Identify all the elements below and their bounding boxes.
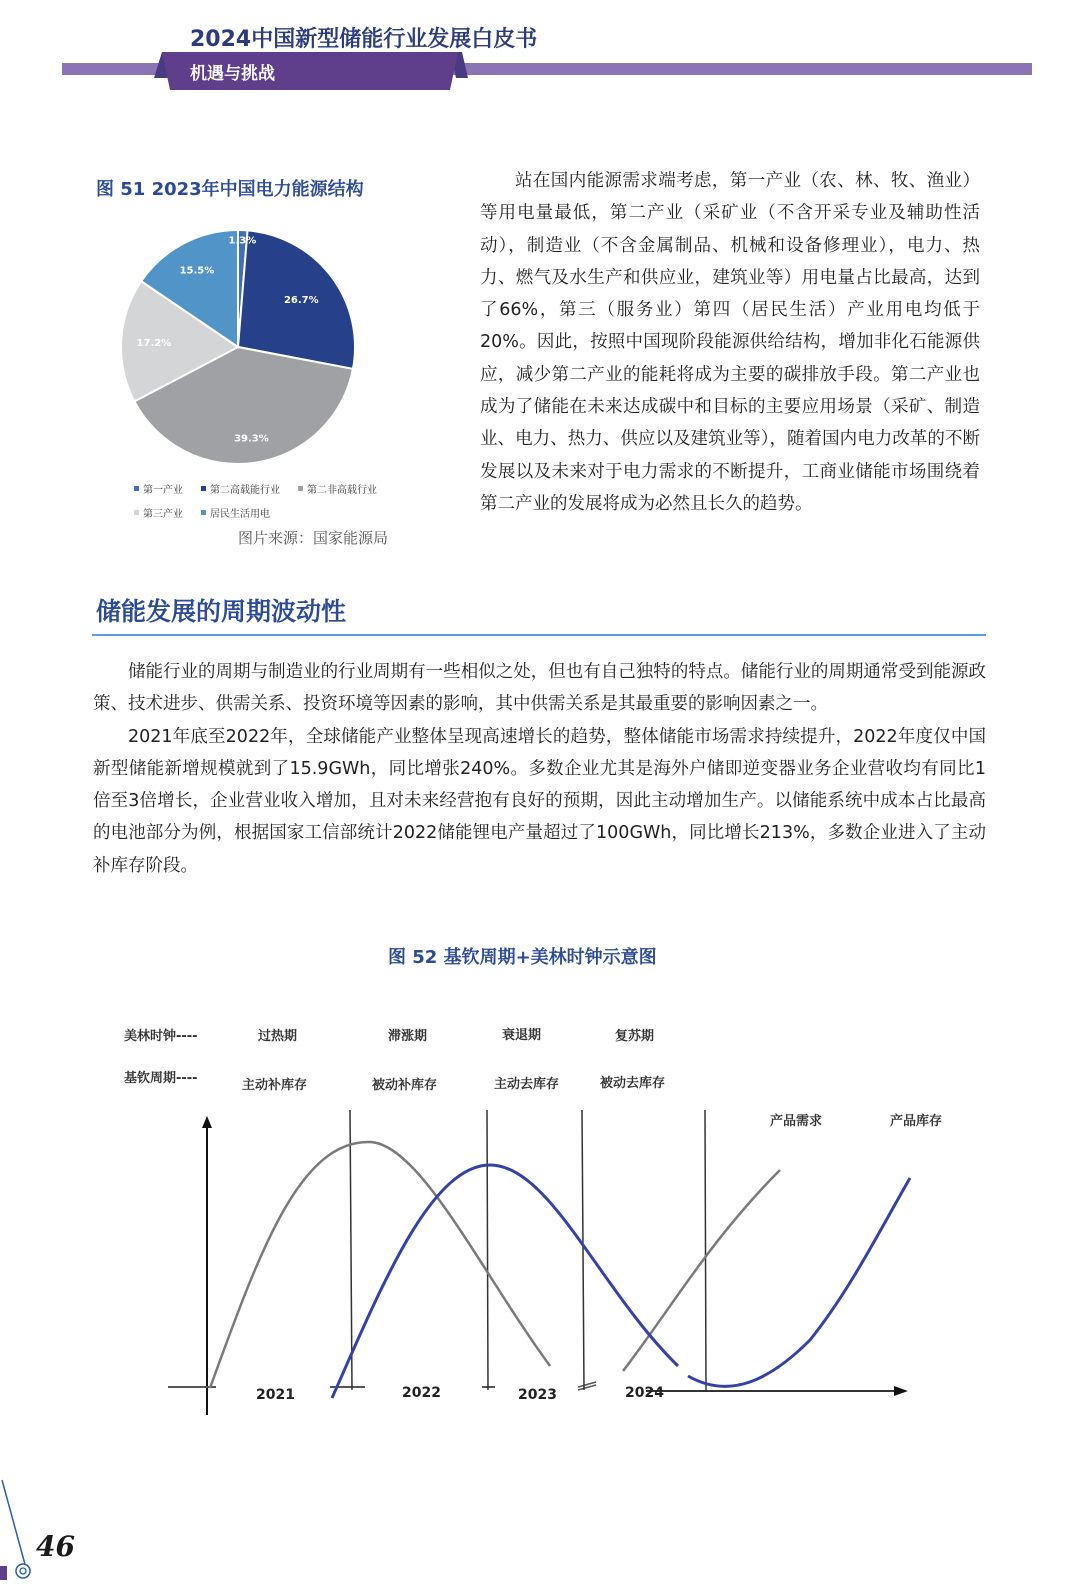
pie-data-label: 39.3%	[234, 433, 269, 445]
row-label-kitchin: 基钦周期----	[124, 1071, 198, 1086]
footer-decoration	[0, 1470, 40, 1586]
legend-item	[298, 481, 377, 496]
figure-51-title: 图 51 2023年中国电力能源结构	[96, 179, 364, 200]
demand-curve-next	[623, 1170, 780, 1371]
section-divider	[92, 634, 986, 636]
phase-kitchin: 主动补库存	[242, 1078, 308, 1093]
paragraph: 站在国内能源需求端考虑，第一产业（农、林、牧、渔业）等用电量最低，第二产业（采矿业（不含开采专业及辅助性活动），制造业（不含金属制品、机械和设备修理业），电力、热力、燃气及水生产和供应业，建筑业等）用电量占比最高，达到了66%，第三（服务业）第四（居民生活）产业用电均低于20%。因此，按照中国现阶段能源供给结构，增加非化石能源供应，减少第二产业的能耗将成为主要的碳排放手段。第二产业也成为了储能在未来达成碳中和目标的主要应用场景（采矿、制造业、电力、热力、供应以及建筑业等），随着国内电力改革的不断发展以及未来对于电力需求的不断提升，工商业储能市场围绕着第二产业的发展将成为必然且长久的趋势。	[480, 171, 980, 514]
row-label-merrill: 美林时钟----	[124, 1029, 198, 1044]
series-label-inventory: 产品库存	[890, 1114, 943, 1129]
year-label: 2023	[518, 1387, 557, 1403]
y-axis-arrow-icon	[202, 1116, 212, 1128]
right-column-text	[480, 165, 980, 520]
legend-swatch	[134, 510, 139, 515]
page-number: 46	[36, 1530, 75, 1563]
legend-swatch	[134, 486, 139, 491]
legend-item	[201, 505, 270, 520]
year-label: 2021	[256, 1387, 295, 1403]
legend-item	[134, 481, 183, 496]
legend-label: 居民生活用电	[210, 509, 270, 520]
chapter-label: 机遇与挑战	[190, 64, 275, 84]
phase-merrill: 滞涨期	[388, 1029, 428, 1044]
pie-data-label: 1.3%	[228, 235, 257, 247]
legend-label: 第三产业	[143, 509, 183, 520]
document-title: 2024中国新型储能行业发展白皮书	[190, 27, 538, 52]
pie-data-label: 15.5%	[179, 265, 215, 277]
pie-legend-row-2	[134, 505, 270, 520]
legend-swatch	[201, 486, 206, 491]
phase-merrill: 过热期	[258, 1029, 298, 1044]
phase-kitchin: 主动去库存	[494, 1077, 560, 1092]
phase-kitchin: 被动去库存	[600, 1076, 666, 1091]
year-label: 2022	[402, 1385, 441, 1401]
phase-divider	[582, 1110, 584, 1390]
phase-merrill: 复苏期	[615, 1029, 655, 1044]
phase-kitchin: 被动补库存	[372, 1078, 438, 1093]
pie-data-label: 17.2%	[136, 338, 172, 350]
legend-swatch	[298, 486, 303, 491]
phase-divider	[705, 1110, 706, 1390]
legend-swatch	[201, 510, 206, 515]
section-heading: 储能发展的周期波动性	[96, 597, 347, 626]
phase-divider	[487, 1110, 488, 1390]
year-label: 2024	[625, 1385, 664, 1401]
cycle-diagram	[124, 1010, 970, 1430]
footer-line	[2, 1480, 26, 1568]
inventory-curve	[332, 1165, 678, 1398]
series-label-demand: 产品需求	[770, 1114, 823, 1129]
paragraph: 2021年底至2022年，全球储能产业整体呈现高速增长的趋势，整体储能市场需求持续提升，2022年度仅中国新型储能新增规模就到了15.9GWh，同比增张240%。多数企业尤其是海外户储即逆变器业务企业营收均有同比1倍至3倍增长，企业营业收入增加，且对未来经营抱有良好的预期，因此主动增加生产。以储能系统中成本占比最高的电池部分为例，根据国家工信部统计2022储能锂电产量超过了100GWh，同比增长213%，多数企业进入了主动补库存阶段。	[93, 726, 986, 876]
pie-legend-row-1	[134, 481, 377, 496]
pie-chart	[110, 220, 370, 470]
figure-source: 图片来源：国家能源局	[238, 529, 389, 547]
figure-52-title: 图 52 基钦周期+美林时钟示意图	[388, 947, 657, 968]
inventory-curve-next	[688, 1178, 910, 1386]
pie-data-label: 26.7%	[283, 294, 319, 306]
legend-item	[134, 505, 183, 520]
legend-label: 第二高载能行业	[210, 485, 280, 496]
x-axis-arrow-icon	[894, 1386, 908, 1396]
footer-accent-block	[0, 1566, 7, 1580]
phase-divider	[350, 1110, 352, 1390]
paragraph: 储能行业的周期与制造业的行业周期有一些相似之处，但也有自己独特的特点。储能行业的周期通常受到能源政策、技术进步、供需关系、投资环境等因素的影响，其中供需关系是其最重要的影响因素之一。	[93, 662, 986, 715]
legend-label: 第一产业	[143, 485, 183, 496]
phase-merrill: 衰退期	[502, 1028, 542, 1043]
legend-item	[201, 481, 280, 496]
section-body	[93, 656, 986, 882]
demand-curve	[210, 1142, 550, 1388]
legend-label: 第二非高载行业	[307, 485, 377, 496]
target-icon	[16, 1564, 30, 1578]
